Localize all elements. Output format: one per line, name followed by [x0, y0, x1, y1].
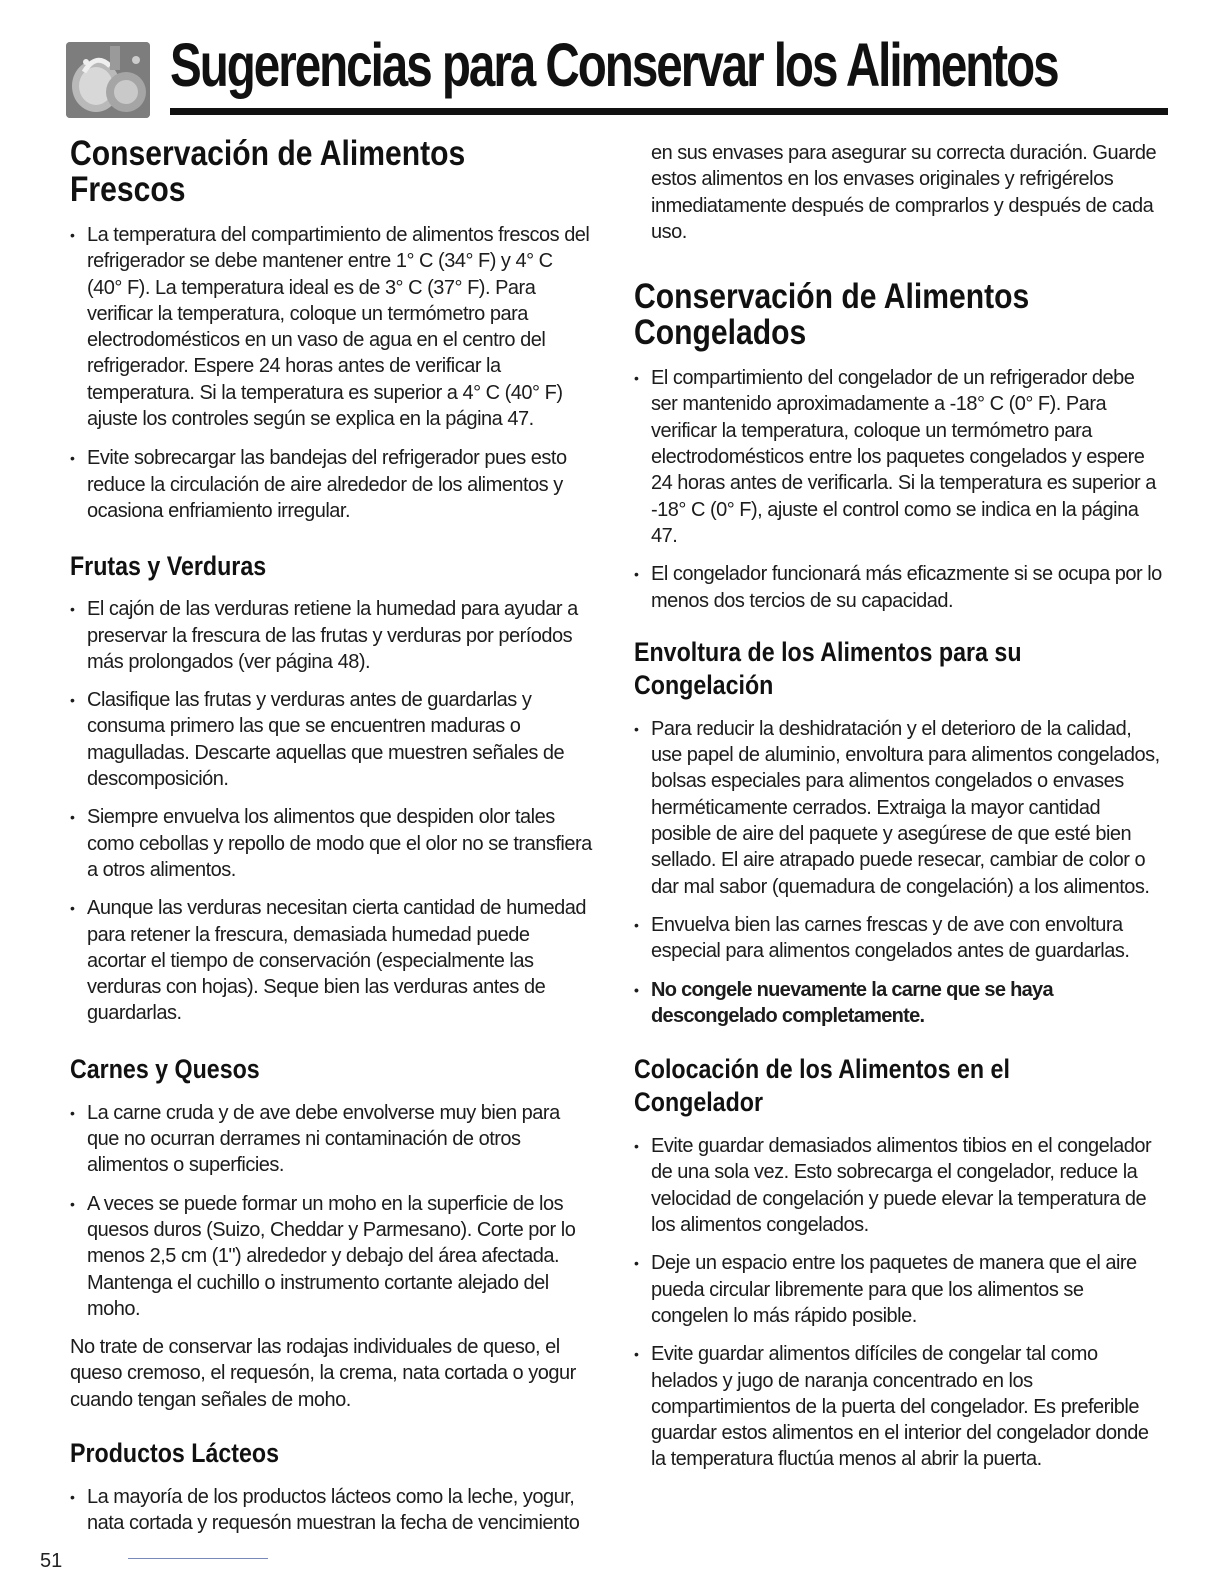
list-item: • Evite guardar alimentos difíciles de congelar tal como helados y jugo de naranja concentrado en los compartimientos de la puerta del congelador. Es preferible guardar estos alimentos en el interior del congelador donde la temperatura fluctúa menos al abrir la puerta. [634, 1341, 1162, 1472]
page-header [66, 31, 1106, 114]
list-item: • Siempre envuelva los alimentos que despiden olor tales como cebollas y repollo de modo que el olor no se transfiera a otros alimentos. [70, 804, 592, 883]
list-item: • A veces se puede formar un moho en la superficie de los quesos duros (Suizo, Cheddar y Parmesano). Corte por lo menos 2,5 cm (1") alrededor y debajo del área afectada. Mantenga el cuchillo o instrumento cortante alejado del moho. [70, 1191, 592, 1322]
list-frutas [70, 596, 592, 1026]
left-column [70, 136, 592, 1537]
list-item: • El cajón de las verduras retiene la humedad para ayudar a preservar la frescura de las frutas y verduras por períodos más prolongados (ver página 48). [70, 596, 592, 675]
list-item: • El compartimiento del congelador de un refrigerador debe ser mantenido aproximadamente a -18° C (0° F). Para verificar la temperatura, coloque un termómetro para electrodomésticos entre los paquetes congelados y espere 24 horas antes de verificarla. Si la temperatura es superior a -18° C (0° F), ajuste el control como se indica en la página 47. [634, 365, 1162, 549]
heading-frescos: Conservación de Alimentos Frescos [70, 134, 466, 209]
carnes-note: No trate de conservar las rodajas individuales de queso, el queso cremoso, el requesón, la crema, nata cortada o yogur cuando tengan señales de moho. [70, 1336, 576, 1411]
list-item: • La carne cruda y de ave debe envolverse muy bien para que no ocurran derrames ni contaminación de otros alimentos o superficies. [70, 1100, 592, 1179]
list-item: • Deje un espacio entre los paquetes de manera que el aire pueda circular libremente para que los alimentos se congelen lo más rápido posible. [634, 1250, 1162, 1329]
list-carnes [70, 1100, 592, 1322]
continuation-text: en sus envases para asegurar su correcta duración. Guarde estos alimentos en los envases originales y refrigérelos inmediatamente después de comprarlos y después de cada uso. [651, 142, 1157, 243]
list-lacteos [70, 1484, 592, 1537]
list-item: • Para reducir la deshidratación y el deterioro de la calidad, use papel de aluminio, envoltura para alimentos congelados, bolsas especiales para alimentos congelados o envases herméticamente cerrados. Extraiga la mayor cantidad posible de aire del paquete y asegúrese de que esté bien sellado. El aire atrapado puede resecar, cambiar de color o dar mal sabor (quemadura de congelación) a los alimentos. [634, 716, 1162, 900]
list-item: • El congelador funcionará más eficazmente si se ocupa por lo menos dos tercios de su capacidad. [634, 561, 1162, 614]
heading-lacteos: Productos Lácteos [70, 1437, 280, 1468]
heading-colocacion: Colocación de los Alimentos en el Congelador [634, 1054, 1010, 1118]
page-number: 51 [40, 1550, 63, 1572]
list-item: • Clasifique las frutas y verduras antes de guardarlas y consuma primero las que se encuentren maduras o magulladas. Descarte aquellas que muestren señales de descomposición. [70, 687, 592, 792]
page-title: Sugerencias para Conservar los Alimentos [170, 31, 1058, 99]
list-envoltura [634, 716, 1162, 1029]
heading-envoltura: Envoltura de los Alimentos para su Congelación [634, 636, 1022, 700]
footer-line [128, 1558, 268, 1559]
food-storage-icon [66, 42, 150, 118]
heading-carnes: Carnes y Quesos [70, 1053, 260, 1084]
heading-frutas: Frutas y Verduras [70, 551, 267, 582]
list-colocacion [634, 1133, 1162, 1473]
list-frescos [70, 222, 592, 524]
heading-congelados: Conservación de Alimentos Congelados [634, 277, 1030, 353]
warning-item: • No congele nuevamente la carne que se haya descongelado completamente. [634, 977, 1162, 1030]
list-item: • Aunque las verduras necesitan cierta cantidad de humedad para retener la frescura, demasiada humedad puede acortar el tiempo de conservación (especialmente las verduras con hojas). Seque bien las verduras antes de guardarlas. [70, 895, 592, 1026]
title-rule [170, 108, 1168, 115]
list-item: • Evite guardar demasiados alimentos tibios en el congelador de una sola vez. Esto sobrecarga el congelador, reduce la velocidad de congelación y puede elevar la temperatura de los alimentos congelados. [634, 1133, 1162, 1238]
list-item: • La temperatura del compartimiento de alimentos frescos del refrigerador se debe mantener entre 1° C (34° F) y 4° C (40° F). La temperatura ideal es de 3° C (37° F). Para verificar la temperatura, coloque un termómetro para electrodomésticos en un vaso de agua en el centro del refrigerador. Espere 24 horas antes de verificar la temperatura. Si la temperatura es superior a 4° C (40° F) ajuste los controles según se explica en la página 47. [70, 222, 592, 432]
list-item: • Envuelva bien las carnes frescas y de ave con envoltura especial para alimentos congelados antes de guardarlas. [634, 912, 1162, 965]
list-item: • Evite sobrecargar las bandejas del refrigerador pues esto reduce la circulación de aire alrededor de los alimentos y ocasiona enfriamiento irregular. [70, 445, 592, 524]
right-column [634, 140, 1162, 1473]
list-item: • La mayoría de los productos lácteos como la leche, yogur, nata cortada y requesón muestran la fecha de vencimiento [70, 1484, 592, 1537]
list-congelados [634, 365, 1162, 614]
